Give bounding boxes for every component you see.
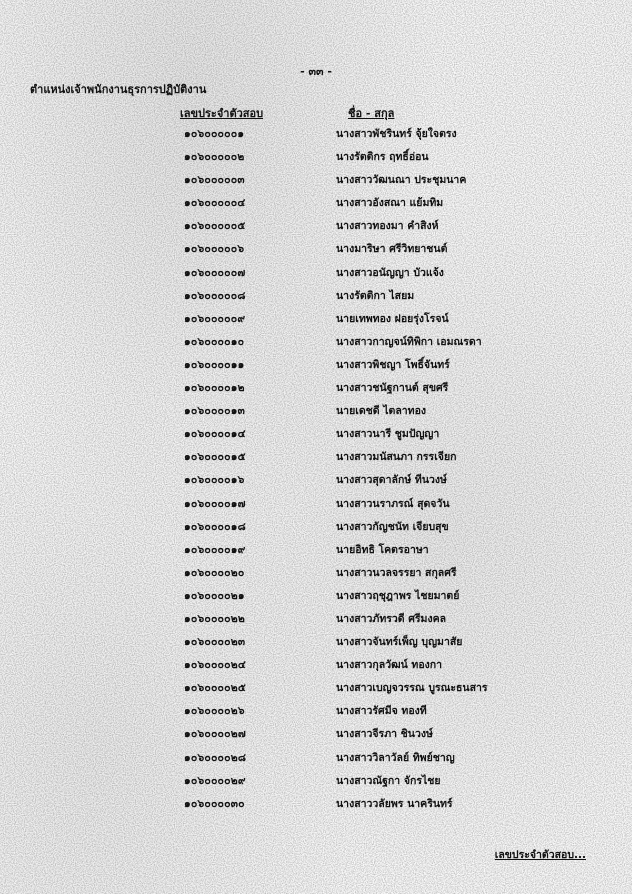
candidate-name: นางมาริษา ศรีวิทยาชนต์ bbox=[336, 243, 448, 256]
list-item bbox=[0, 467, 632, 490]
list-item bbox=[0, 721, 632, 744]
exam-id: ๑๐๖๐๐๐๐๑๒ bbox=[184, 382, 245, 395]
candidate-name: นางสาวอนัญญา บัวแจ้ง bbox=[336, 266, 444, 279]
list-item bbox=[0, 421, 632, 444]
exam-id: ๑๐๖๐๐๐๐๐๙ bbox=[184, 312, 246, 325]
exam-id: ๑๐๖๐๐๐๐๑๕ bbox=[184, 451, 246, 464]
exam-id: ๑๐๖๐๐๐๐๑๘ bbox=[184, 520, 246, 533]
list-item bbox=[0, 190, 632, 213]
candidate-list bbox=[0, 121, 632, 814]
candidate-name: นางสาวกัญชนัท เจียบสุข bbox=[336, 520, 449, 533]
exam-id: ๑๐๖๐๐๐๐๒๙ bbox=[184, 774, 246, 787]
candidate-name: นางสาววิลาวัลย์ ทิพย์ชาญ bbox=[336, 751, 455, 764]
candidate-name: นางสาวนวลจรรยา สกุลศรี bbox=[336, 566, 457, 579]
list-item bbox=[0, 652, 632, 675]
exam-id: ๑๐๖๐๐๐๐๒๒ bbox=[184, 612, 246, 625]
exam-id: ๑๐๖๐๐๐๐๑๔ bbox=[184, 428, 246, 441]
candidate-name: นางสาววัฒนณา ประชุมนาค bbox=[336, 174, 467, 187]
exam-id: ๑๐๖๐๐๐๐๒๐ bbox=[184, 566, 245, 579]
list-item bbox=[0, 121, 632, 144]
list-item bbox=[0, 745, 632, 768]
candidate-name: นางสาวณัฐกา จักรไชย bbox=[336, 774, 441, 787]
exam-id: ๑๐๖๐๐๐๐๐๘ bbox=[184, 289, 246, 302]
list-item bbox=[0, 606, 632, 629]
candidate-name: นายเดชดี ไตลาทอง bbox=[336, 405, 427, 418]
candidate-name: นายอิทธิ โคตรอาษา bbox=[336, 543, 429, 556]
candidate-name: นางสาววลัยพร นาครินทร์ bbox=[336, 797, 453, 810]
candidate-name: นางสาวกาญจน์ทิพิกา เอมณรดา bbox=[336, 335, 482, 348]
candidate-name: นางสาวพัชรินทร์ จุ้ยใจตรง bbox=[336, 128, 457, 140]
list-item bbox=[0, 629, 632, 652]
list-item bbox=[0, 583, 632, 606]
exam-id: ๑๐๖๐๐๐๐๐๖ bbox=[184, 243, 245, 256]
list-item bbox=[0, 514, 632, 537]
column-header-name: ชื่อ - สกุล bbox=[348, 107, 395, 120]
list-item bbox=[0, 398, 632, 421]
list-item bbox=[0, 768, 632, 791]
candidate-name: นางสาวฤชุฎาพร ไชยมาตย์ bbox=[336, 589, 460, 602]
list-item bbox=[0, 260, 632, 283]
list-item bbox=[0, 236, 632, 259]
list-item bbox=[0, 329, 632, 352]
list-item bbox=[0, 352, 632, 375]
exam-id: ๑๐๖๐๐๐๐๓๐ bbox=[184, 797, 245, 810]
list-item bbox=[0, 791, 632, 814]
exam-id: ๑๐๖๐๐๐๐๑๖ bbox=[184, 474, 245, 487]
column-header-exam-id: เลขประจำตัวสอบ bbox=[180, 107, 264, 120]
exam-id: ๑๐๖๐๐๐๐๒๘ bbox=[184, 751, 247, 764]
list-item bbox=[0, 537, 632, 560]
candidate-name: นางสาวนารี ชูมปัญญา bbox=[336, 428, 440, 441]
list-item bbox=[0, 167, 632, 190]
list-item bbox=[0, 491, 632, 514]
list-item bbox=[0, 675, 632, 698]
candidate-name: นางรัตติกร ฤทธิ์อ่อน bbox=[336, 151, 429, 164]
candidate-name: นางสาวมนัสนภา กรรเจียก bbox=[336, 451, 457, 464]
list-item bbox=[0, 144, 632, 167]
exam-id: ๑๐๖๐๐๐๐๐๔ bbox=[184, 197, 246, 210]
exam-id: ๑๐๖๐๐๐๐๑๐ bbox=[184, 335, 245, 348]
exam-id: ๑๐๖๐๐๐๐๐๓ bbox=[184, 174, 245, 187]
exam-id: ๑๐๖๐๐๐๐๐๗ bbox=[184, 266, 246, 279]
candidate-name: นายเทพทอง ฝอยรุ่งโรจน์ bbox=[336, 312, 449, 325]
exam-id: ๑๐๖๐๐๐๐๐๒ bbox=[184, 151, 245, 164]
exam-id: ๑๐๖๐๐๐๐๑๓ bbox=[184, 405, 246, 418]
exam-id: ๑๐๖๐๐๐๐๐๕ bbox=[184, 220, 246, 233]
candidate-name: นางสาวสุดาลักษ์ ทีนวงษ์ bbox=[336, 474, 447, 487]
candidate-name: นางสาวเบญจวรรณ บูรณะธนสาร bbox=[336, 682, 488, 695]
candidate-name: นางสาวกุลวัฒน์ ทองกา bbox=[336, 659, 443, 672]
exam-id: ๑๐๖๐๐๐๐๒๔ bbox=[184, 659, 247, 672]
candidate-name: นางสาวรัศมีจ ทองที bbox=[336, 705, 427, 718]
exam-id: ๑๐๖๐๐๐๐๑๗ bbox=[184, 497, 246, 510]
list-item bbox=[0, 698, 632, 721]
candidate-name: นางสาวนราภรณ์ สุดจวัน bbox=[336, 497, 450, 510]
position-heading: ตำแหน่งเจ้าพนักงานธุรการปฏิบัติงาน bbox=[30, 83, 207, 96]
exam-id: ๑๐๖๐๐๐๐๒๑ bbox=[184, 589, 245, 602]
candidate-name: นางสาวชนัฐกานต์ สุขศรี bbox=[336, 382, 449, 395]
list-item bbox=[0, 560, 632, 583]
list-item bbox=[0, 306, 632, 329]
list-item bbox=[0, 283, 632, 306]
exam-id: ๑๐๖๐๐๐๐๒๖ bbox=[184, 705, 245, 718]
exam-id: ๑๐๖๐๐๐๐๐๑ bbox=[184, 128, 245, 140]
candidate-name: นางสาวจีรภา ชินวงษ์ bbox=[336, 728, 433, 741]
list-item bbox=[0, 444, 632, 467]
candidate-name: นางสาวภัทรวดี ศรีมงคล bbox=[336, 612, 447, 625]
continuation-note: เลขประจำตัวสอบ... bbox=[494, 849, 586, 861]
candidate-name: นางสาวอังสณา แย้มทิม bbox=[336, 197, 444, 210]
exam-id: ๑๐๖๐๐๐๐๒๕ bbox=[184, 682, 247, 695]
list-item bbox=[0, 213, 632, 236]
exam-id: ๑๐๖๐๐๐๐๑๙ bbox=[184, 543, 246, 556]
candidate-name: นางสาวทองมา คำสิงห์ bbox=[336, 220, 439, 233]
exam-id: ๑๐๖๐๐๐๐๑๑ bbox=[184, 358, 245, 371]
candidate-name: นางรัตติกา ไสยม bbox=[336, 289, 415, 302]
list-item bbox=[0, 375, 632, 398]
exam-id: ๑๐๖๐๐๐๐๒๗ bbox=[184, 728, 246, 741]
page-number: - ๓๓ - bbox=[300, 65, 332, 78]
candidate-name: นางสาวพิชญา โพธิ์จันทร์ bbox=[336, 358, 450, 371]
candidate-name: นางสาวจันทร์เพ็ญ บุญมาสัย bbox=[336, 636, 463, 649]
exam-id: ๑๐๖๐๐๐๐๒๓ bbox=[184, 636, 246, 649]
